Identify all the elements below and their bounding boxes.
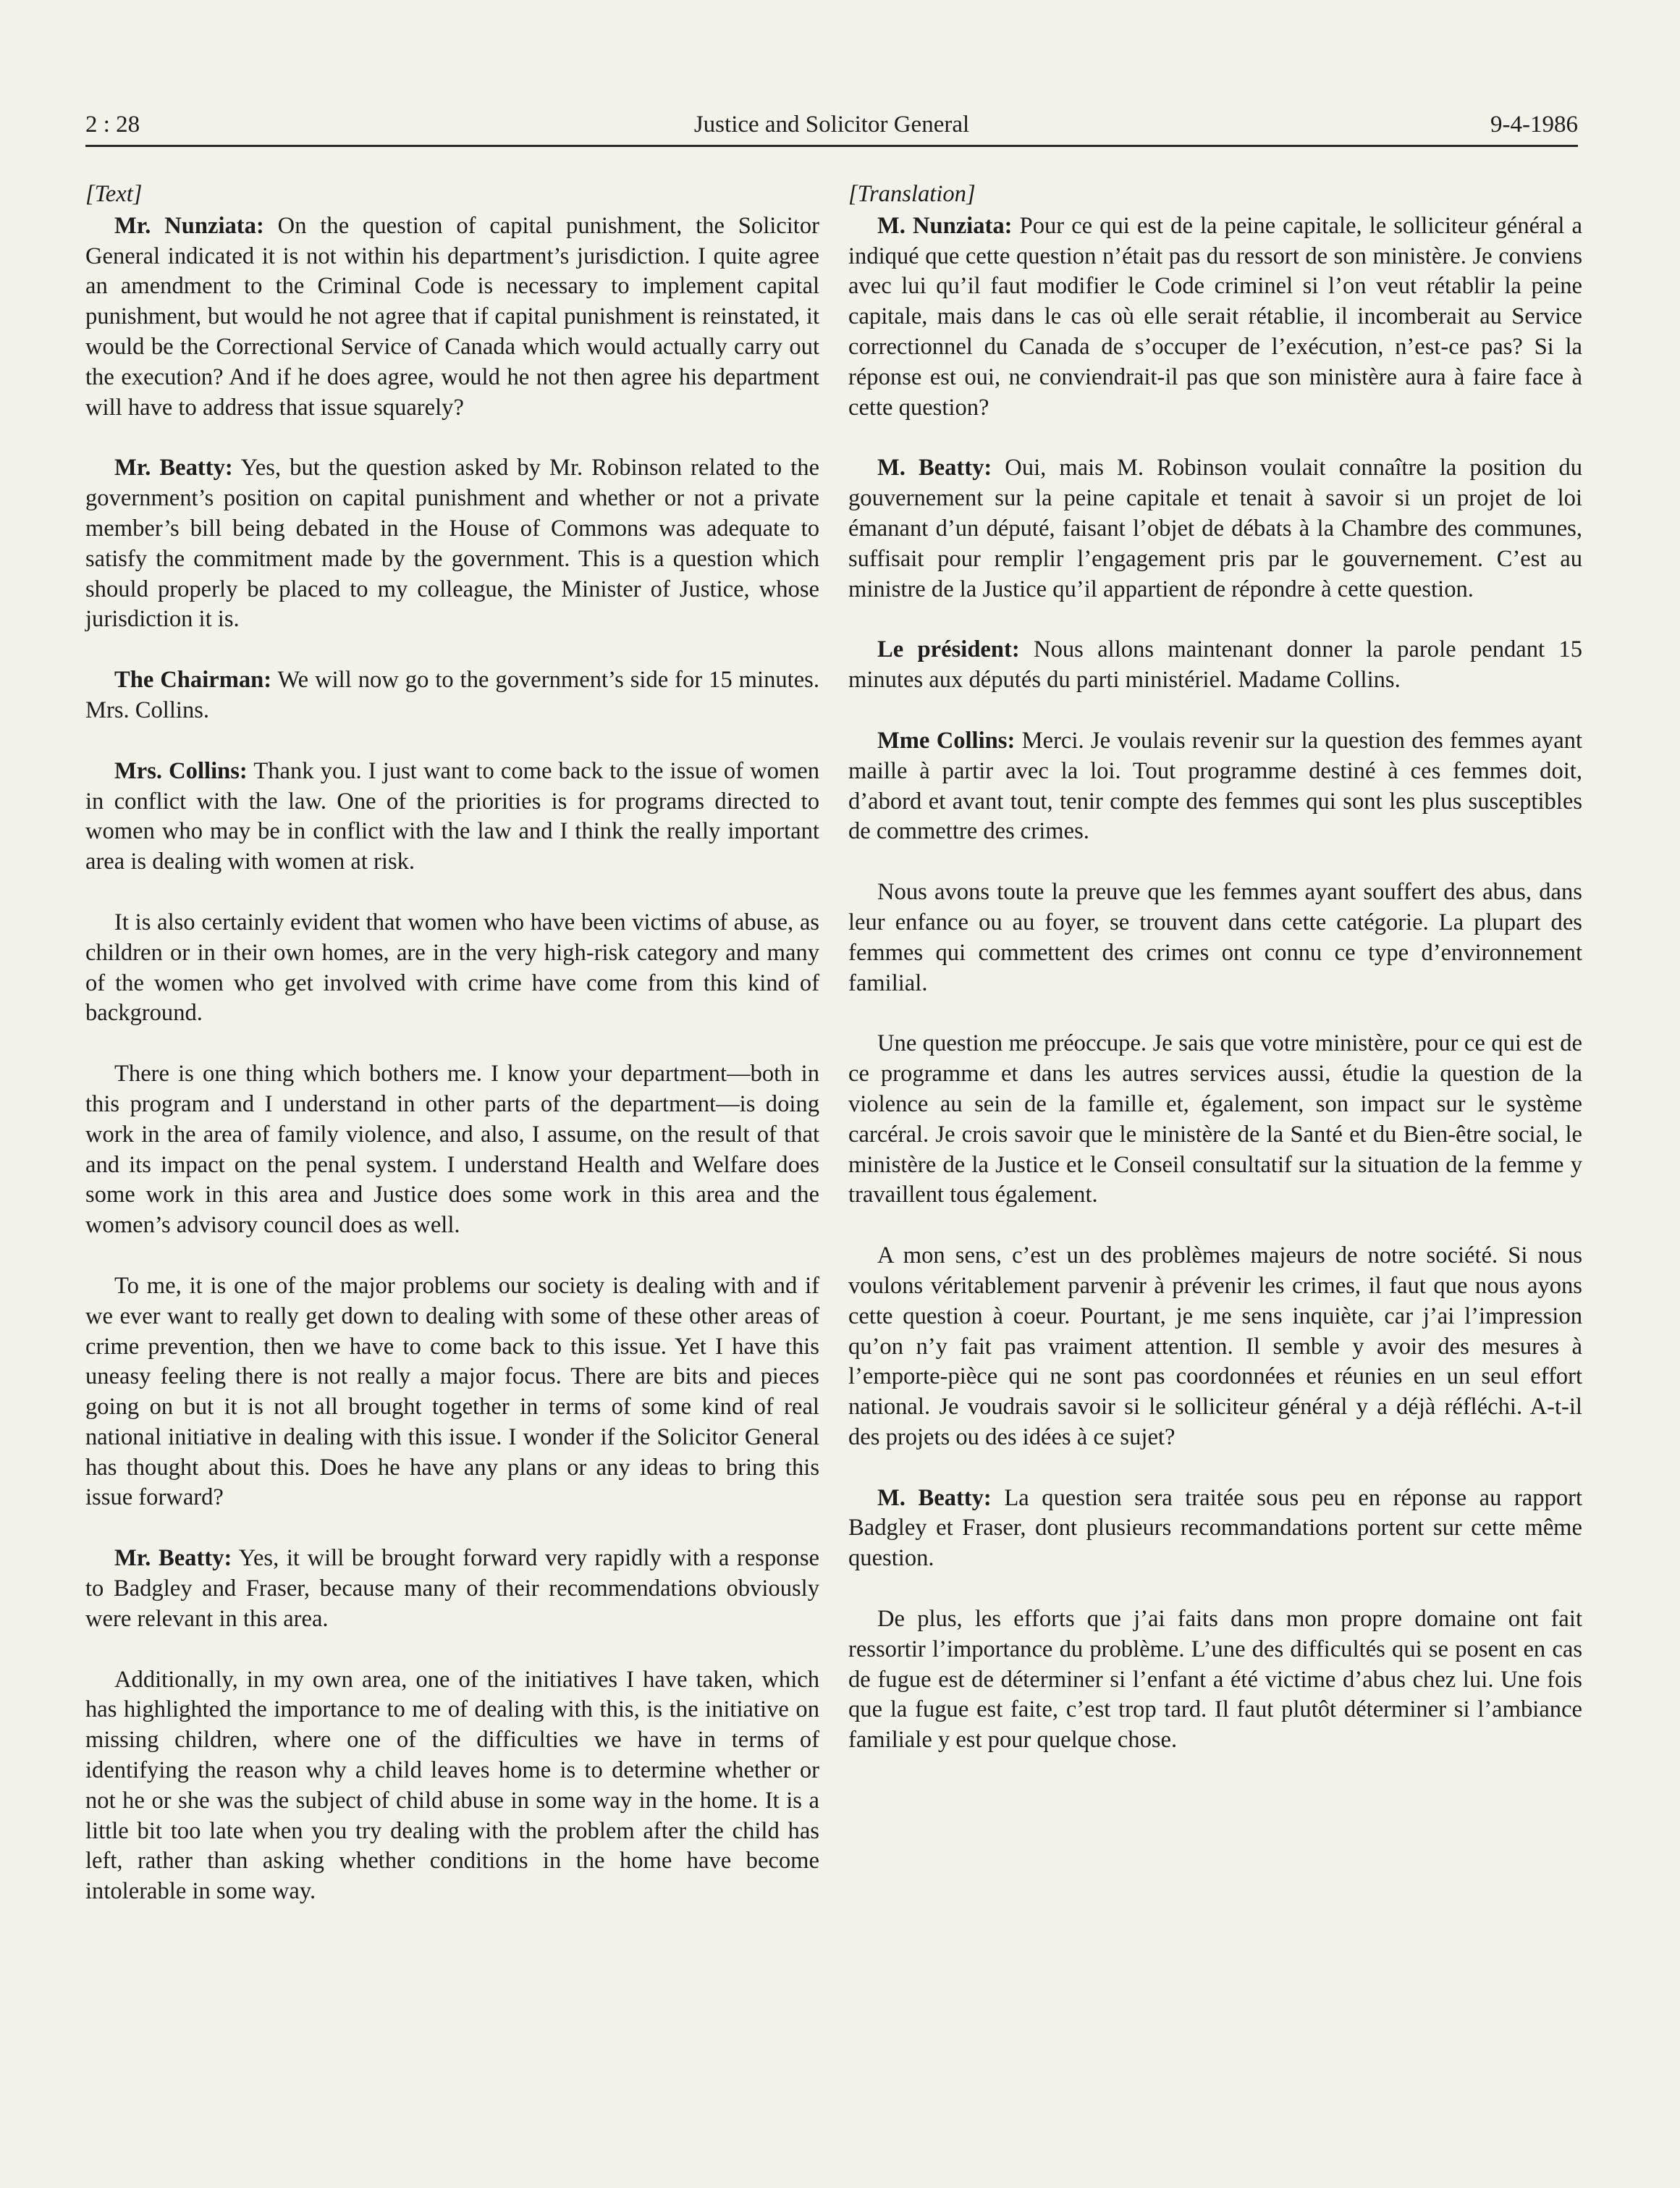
paragraph-text: It is also certainly evident that women who have been victims of abuse, as children or in their own homes, are in the very high-risk category and many of the women who get involved with crime have come from this kind of background. [85, 909, 819, 1027]
paragraph-text: Nous allons maintenant donner la parole pendant 15 minutes aux députés du parti ministériel. Madame Collins. [848, 636, 1583, 694]
paragraph-text: Une question me préoccupe. Je sais que votre ministère, pour ce qui est de ce programme et dans les autres services aussi, étudie la question de la violence au sein de la famille et, également, son impact sur le système carcéral. Je crois savoir que le ministère de la Santé et du Bien-être social, le ministère de la Justice et le Conseil consultatif sur la situation de la femme y travaillent tous également. [848, 1030, 1582, 1208]
paragraph [848, 635, 1582, 696]
paragraph-text: Pour ce qui est de la peine capitale, le solliciteur général a indiqué que cette question n’était pas du ressort de son ministère. Je conviens avec lui qu’il faut modifier le Code criminel si l’on veut rétablir la peine capitale, mais dans le cas où elle serait rétablie, il incomberait au Service correctionnel du Canada de s’occuper de l’exécution, n’est-ce pas? Si la réponse est oui, ne conviendrait-il pas que son ministère aura à faire face à cette question? [848, 212, 1582, 421]
running-header [85, 106, 1578, 143]
header-rule [85, 145, 1578, 147]
speaker-name: Mrs. Collins: [114, 757, 248, 784]
paragraph [848, 1029, 1582, 1211]
paragraph-text: To me, it is one of the major problems our society is dealing with and if we ever want to really get down to dealing with some of these other areas of crime prevention, then we have to come back to this issue. Yet I have this uneasy feeling there is not really a major focus. There are bits and pieces going on but it is not all brought together in terms of some kind of real national initiative in dealing with this issue. I wonder if the Solicitor General has thought about this. Does he have any plans or any ideas to bring this issue forward? [85, 1272, 819, 1511]
paragraph-text: A mon sens, c’est un des problèmes majeurs de notre société. Si nous voulons véritablement parvenir à prévenir les crimes, il faut que nous ayons cette question à coeur. Pourtant, je me sens inquiète, car j’ai l’impression qu’on n’y fait pas vraiment attention. Il semble y avoir des mesures à l’emporte-pièce qui ne sont pas coordonnées et réunies en un seul effort national. Je voudrais savoir si le solliciteur général y a déjà réfléchi. A-t-il des projets ou des idées à ce sujet? [848, 1242, 1582, 1450]
paragraph [848, 453, 1582, 605]
paragraph [848, 211, 1582, 424]
paragraph [85, 453, 819, 635]
header-title: Justice and Solicitor General [693, 111, 970, 138]
paragraph-text: Merci. Je voulais revenir sur la question des femmes ayant maille à partir avec la loi. Tout programme destiné à ces femmes doit, d’abord et avant tout, tenir compte des femmes qui sont les plus susceptibles de commettre des crimes. [848, 727, 1582, 845]
speaker-name: Mr. Beatty: [114, 1545, 232, 1572]
paragraph-text: We will now go to the government’s side for 15 minutes. Mrs. Collins. [85, 667, 819, 723]
paragraph-text: Yes, it will be brought forward very rapidly with a response to Badgley and Fraser, because many of their recommendations obviously were relevant in this area. [85, 1545, 819, 1632]
paragraph [85, 1665, 819, 1907]
header-date: 9-4-1986 [1490, 111, 1578, 138]
paragraph [848, 1484, 1582, 1574]
paragraph [848, 1604, 1582, 1756]
paragraph [85, 908, 819, 1029]
speaker-name: M. Beatty: [877, 1484, 992, 1511]
paragraph [85, 211, 819, 424]
paragraph [848, 1241, 1582, 1453]
page-number: 2 : 28 [85, 111, 140, 138]
left-column-english [85, 180, 819, 1907]
speaker-name: Le président: [877, 636, 1020, 663]
paragraph-text: Thank you. I just want to come back to the issue of women in conflict with the law. One of the priorities is for programs directed to women who may be in conflict with the law and I think the really important area is dealing with women at risk. [85, 757, 819, 875]
section-heading-text: [Text] [85, 181, 143, 207]
paragraph [85, 1059, 819, 1241]
paragraph [85, 1271, 819, 1513]
speaker-name: M. Beatty: [877, 455, 992, 481]
right-column-french [848, 180, 1582, 1756]
paragraph-text: Oui, mais M. Robinson voulait connaître la position du gouvernement sur la peine capitale et tenait à savoir si un projet de loi émanant d’un député, faisant l’objet de débats à la Chambre des communes, suffisait pour remplir l’engagement pris par le gouvernement. C’est au ministre de la Justice qu’il appartient de répondre à cette question. [848, 455, 1582, 602]
speaker-name: Mr. Nunziata: [114, 212, 264, 239]
paragraph [85, 757, 819, 878]
paragraph-text: De plus, les efforts que j’ai faits dans mon propre domaine ont fait ressortir l’importance du problème. L’une des difficultés qui se posent en cas de fugue est de déterminer si l’enfant a été victime d’abus chez lui. Une fois que la fugue est faite, c’est trop tard. Il faut plutôt déterminer si l’ambiance familiale y est pour quelque chose. [848, 1606, 1582, 1754]
paragraph-text: La question sera traitée sous peu en réponse au rapport Badgley et Fraser, dont plusieurs recommandations portent sur cette même question. [848, 1484, 1583, 1572]
section-heading-translation: [Translation] [848, 181, 976, 207]
paragraph-text: On the question of capital punishment, the Solicitor General indicated it is not within his department’s jurisdiction. I quite agree an amendment to the Criminal Code is necessary to implement capital punishment, but would he not agree that if capital punishment is reinstated, it would be the Correctional Service of Canada which would actually carry out the execution? And if he does agree, would he not then agree his department will have to address that issue squarely? [85, 212, 819, 421]
speaker-name: Mme Collins: [877, 727, 1016, 754]
paragraph [848, 878, 1582, 998]
paragraph-text: Nous avons toute la preuve que les femmes ayant souffert des abus, dans leur enfance ou au foyer, se trouvent dans cette catégorie. La plupart des femmes qui commettent des crimes ont connu ce type d’environnement familial. [848, 879, 1582, 996]
speaker-name: The Chairman: [114, 667, 272, 694]
paragraph [85, 665, 819, 726]
paragraph-text: There is one thing which bothers me. I know your department—both in this program and I understand in other parts of the department—is doing work in the area of family violence, and also, I assume, on the result of that and its impact on the penal system. I understand Health and Welfare does some work in this area and Justice does some work in this area and the women’s advisory council does as well. [85, 1061, 819, 1239]
paragraph [85, 1544, 819, 1634]
paragraph [848, 726, 1582, 847]
speaker-name: M. Nunziata: [877, 212, 1013, 239]
paragraph-text: Additionally, in my own area, one of the initiatives I have taken, which has highlighted the importance to me of dealing with this, is the initiative on missing children, where one of the difficulties we have in terms of identifying the reason why a child leaves home is to determine whether or not he or she was the subject of child abuse in some way in the home. It is a little bit too late when you try dealing with the problem after the child has left, rather than asking whether conditions in the home have become intolerable in some way. [85, 1666, 819, 1905]
speaker-name: Mr. Beatty: [114, 455, 233, 481]
paragraph-text: Yes, but the question asked by Mr. Robinson related to the government’s position on capital punishment and whether or not a private member’s bill being debated in the House of Commons was adequate to satisfy the commitment made by the government. This is a question which should properly be placed to my colleague, the Minister of Justice, whose jurisdiction it is. [85, 455, 819, 633]
